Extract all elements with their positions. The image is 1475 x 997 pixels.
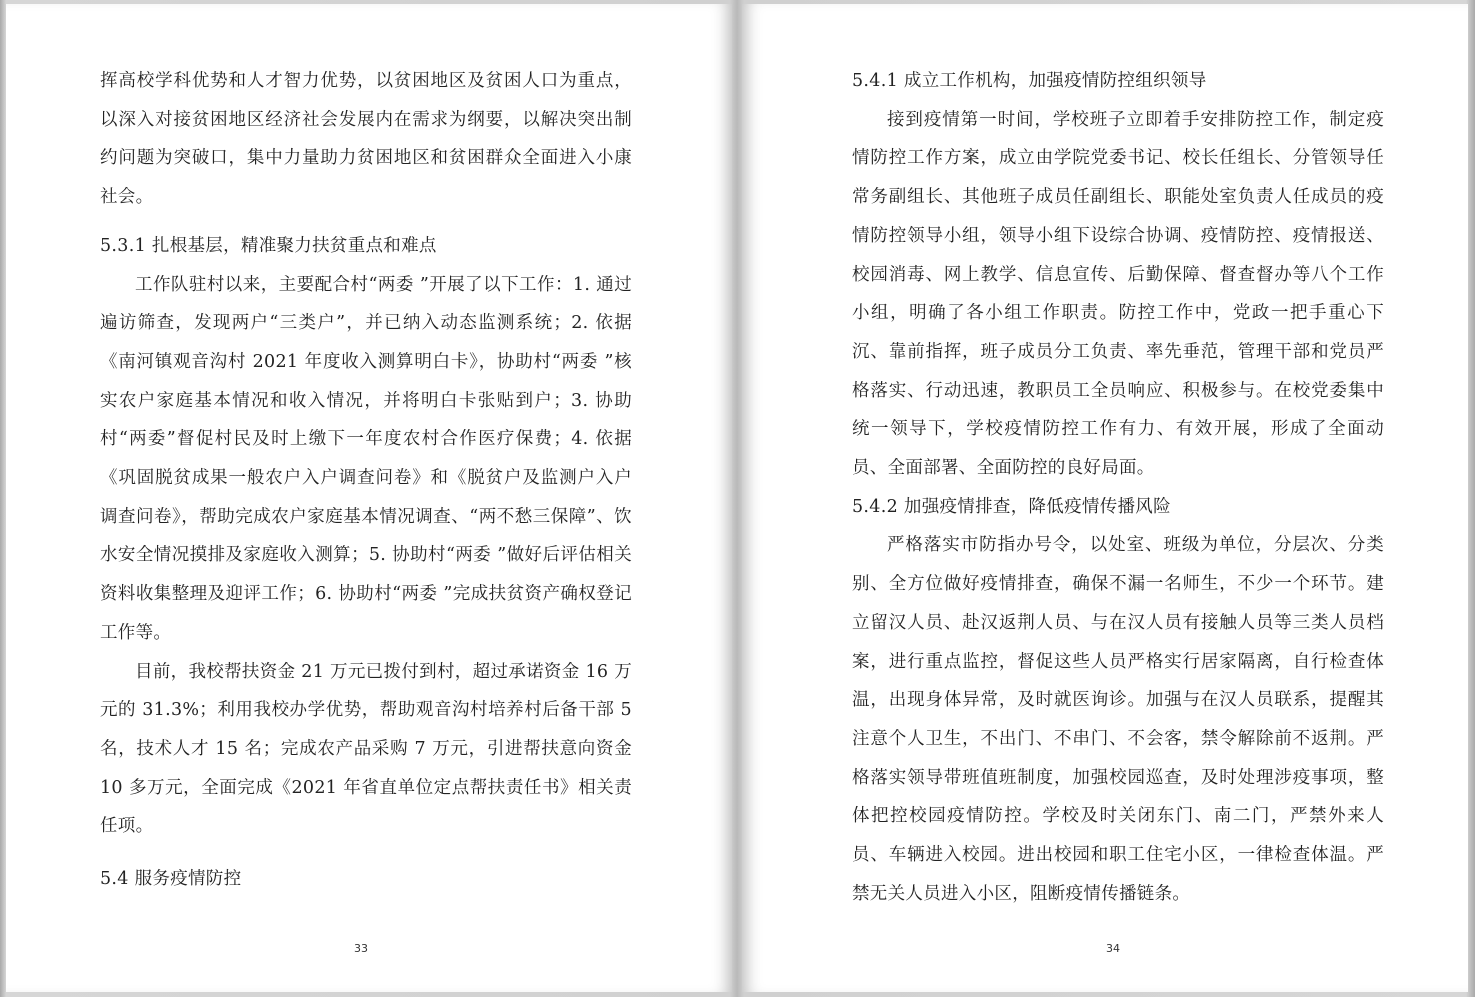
heading-5-4-2: 5.4.2 加强疫情排查，降低疫情传播风险	[852, 496, 1171, 517]
page-number-left: 33	[354, 942, 368, 955]
paragraph-poverty-intro: 挥高校学科优势和人才智力优势，以贫困地区及贫困人口为重点，以深入对接贫困地区经济社会发展内在需求为纲要，以解决突出制约问题为突破口，集中力量助力贫困地区和贫困群众全面进入小康社会。	[100, 71, 632, 208]
paragraph-organization: 接到疫情第一时间，学校班子立即着手安排防控工作，制定疫情防控工作方案，成立由学院党委书记、校长任组长、分管领导任常务副组长、其他班子成员任副组长、职能处室负责人任成员的疫情防控领导小组，领导小组下设综合协调、疫情防控、疫情报送、校园消毒、网上教学、信息宣传、后勤保障、督查督办等八个工作小组，明确了各小组工作职责。防控工作中，党政一把手重心下沉、靠前指挥，班子成员分工负责、率先垂范，管理干部和党员严格落实、行动迅速，教职员工全员响应、积极参与。在校党委集中统一领导下，学校疫情防控工作有力、有效开展，形成了全面动员、全面部署、全面防控的良好局面。	[852, 109, 1384, 479]
left-page-content	[100, 62, 632, 899]
heading-5-4: 5.4 服务疫情防控	[100, 869, 242, 890]
heading-5-4-1: 5.4.1 成立工作机构，加强疫情防控组织领导	[852, 71, 1207, 91]
paragraph-work-team: 工作队驻村以来，主要配合村“两委 ”开展了以下工作：1. 通过遍访筛查，发现两户“三类户”，并已纳入动态监测系统；2. 依据《南河镇观音沟村 2021 年度收入测算明白卡》，协助村“两委 ”核实农户家庭基本情况和收入情况，并将明白卡张贴到户；3. 协助村“两委”督促村民及时上缴下一年度农村合作医疗保费；4. 依据《巩固脱贫成果一般农户入户调查问卷》和《脱贫户及监测户入户调查问卷》，帮助完成农户家庭基本情况调查、“两不愁三保障”、饮水安全情况摸排及家庭收入测算；5. 协助村“两委 ”做好后评估相关资料收集整理及迎评工作；6. 协助村“两委 ”完成扶贫资产确权登记工作等。	[100, 274, 632, 643]
left-page	[6, 4, 732, 992]
page-number-right: 34	[1106, 942, 1120, 955]
right-page-content	[852, 62, 1384, 913]
heading-5-3-1: 5.3.1 扎根基层，精准聚力扶贫重点和难点	[100, 235, 437, 256]
paragraph-screening: 严格落实市防指办号令，以处室、班级为单位，分层次、分类别、全方位做好疫情排查，确保不漏一名师生，不少一个环节。建立留汉人员、赴汉返荆人员、与在汉人员有接触人员等三类人员档案，进行重点监控，督促这些人员严格实行居家隔离，自行检查体温，出现身体异常，及时就医询诊。加强与在汉人员联系，提醒其注意个人卫生，不出门、不串门、不会客，禁令解除前不返荆。严格落实领导带班值班制度，加强校园巡查，及时处理涉疫事项，整体把控校园疫情防控。学校及时关闭东门、南二门，严禁外来人员、车辆进入校园。进出校园和职工住宅小区，一律检查体温。严禁无关人员进入小区，阻断疫情传播链条。	[852, 535, 1384, 904]
paragraph-funds: 目前，我校帮扶资金 21 万元已拨付到村，超过承诺资金 16 万元的 31.3%；利用我校办学优势，帮助观音沟村培养村后备干部 5 名，技术人才 15 名；完成农产品采购 7 万元，引进帮扶意向资金 10 多万元，全面完成《2021 年省直单位定点帮扶责任书》相关责任项。	[100, 661, 632, 837]
right-page	[742, 4, 1468, 992]
